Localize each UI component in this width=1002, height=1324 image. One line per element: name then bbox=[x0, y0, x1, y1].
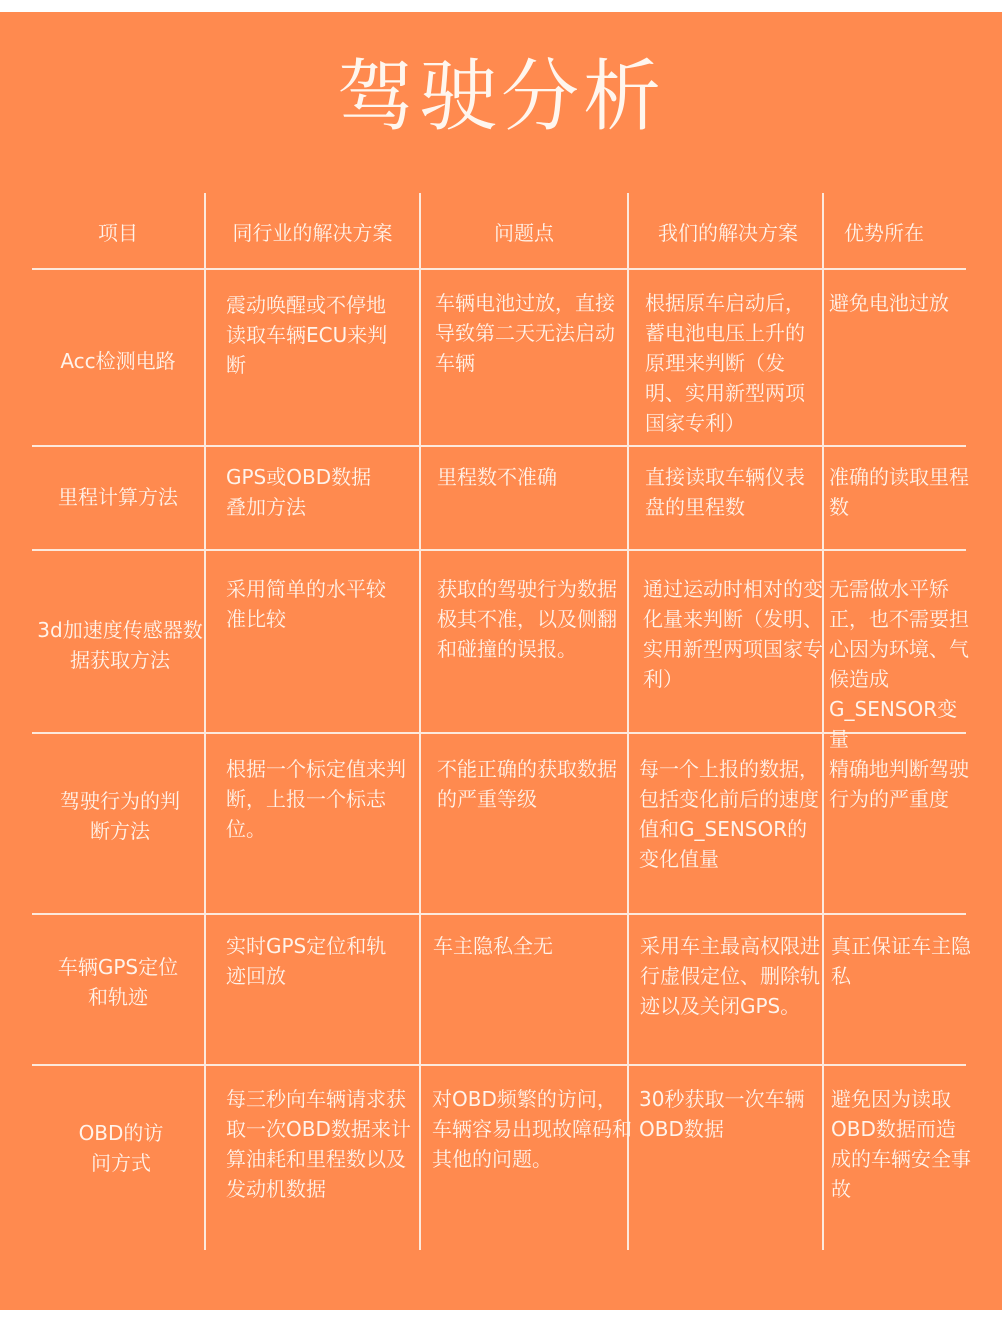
row-item: 驾驶行为的判断方法 bbox=[60, 789, 180, 843]
header-our-solution: 我们的解决方案 bbox=[658, 221, 798, 245]
row-divider bbox=[32, 732, 966, 734]
row-industry: 震动唤醒或不停地读取车辆ECU来判断 bbox=[226, 293, 388, 377]
row-our-solution: 通过运动时相对的变化量来判断（发明、实用新型两项国家专利） bbox=[643, 577, 823, 691]
column-divider bbox=[419, 193, 421, 1250]
header-problem: 问题点 bbox=[494, 221, 554, 245]
row-advantage: 避免电池过放 bbox=[829, 291, 949, 315]
row-problem: 车主隐私全无 bbox=[433, 934, 553, 958]
row-item: Acc检测电路 bbox=[60, 349, 176, 373]
row-divider bbox=[32, 913, 966, 915]
row-item: OBD的访问方式 bbox=[78, 1121, 164, 1175]
row-divider bbox=[32, 549, 966, 551]
row-problem: 车辆电池过放，直接导致第二天无法启动车辆 bbox=[435, 291, 615, 375]
row-problem: 对OBD频繁的访问，车辆容易出现故障码和其他的问题。 bbox=[432, 1087, 632, 1171]
row-industry: 根据一个标定值来判断，上报一个标志位。 bbox=[226, 757, 406, 841]
row-problem: 不能正确的获取数据的严重等级 bbox=[437, 757, 617, 811]
row-our-solution: 直接读取车辆仪表盘的里程数 bbox=[645, 465, 805, 519]
row-industry: 每三秒向车辆请求获取一次OBD数据来计算油耗和里程数以及发动机数据 bbox=[226, 1087, 411, 1201]
row-our-solution: 30秒获取一次车辆OBD数据 bbox=[639, 1087, 805, 1141]
row-our-solution: 每一个上报的数据，包括变化前后的速度值和G_SENSOR的变化值量 bbox=[639, 757, 819, 871]
row-item: 车辆GPS定位和轨迹 bbox=[57, 955, 179, 1009]
row-industry: GPS或OBD数据叠加方法 bbox=[226, 465, 372, 519]
row-problem: 里程数不准确 bbox=[437, 465, 557, 489]
row-problem: 获取的驾驶行为数据极其不准，以及侧翻和碰撞的误报。 bbox=[437, 577, 617, 661]
row-advantage: 准确的读取里程数 bbox=[829, 465, 969, 519]
row-advantage: 精确地判断驾驶行为的严重度 bbox=[829, 757, 969, 811]
row-advantage: 无需做水平矫正，也不需要担心因为环境、气候造成G_SENSOR变量 bbox=[829, 577, 969, 751]
row-divider bbox=[32, 268, 966, 270]
row-item: 里程计算方法 bbox=[58, 485, 178, 509]
row-our-solution: 采用车主最高权限进行虚假定位、删除轨迹以及关闭GPS。 bbox=[640, 934, 820, 1018]
page-title: 驾驶分析 bbox=[336, 52, 665, 142]
row-industry: 采用简单的水平较准比较 bbox=[226, 577, 386, 631]
header-item: 项目 bbox=[98, 221, 138, 245]
row-our-solution: 根据原车启动后，蓄电池电压上升的原理来判断（发明、实用新型两项国家专利） bbox=[645, 291, 805, 435]
header-advantage: 优势所在 bbox=[844, 221, 924, 245]
header-industry-solution: 同行业的解决方案 bbox=[232, 221, 393, 245]
row-divider bbox=[32, 445, 966, 447]
row-industry: 实时GPS定位和轨迹回放 bbox=[226, 934, 387, 988]
row-advantage: 避免因为读取OBD数据而造成的车辆安全事故 bbox=[831, 1087, 971, 1201]
column-divider bbox=[204, 193, 206, 1250]
row-item: 3d加速度传感器数据获取方法 bbox=[37, 618, 203, 672]
row-divider bbox=[32, 1064, 966, 1066]
row-advantage: 真正保证车主隐私 bbox=[831, 934, 971, 988]
column-divider bbox=[822, 193, 824, 1250]
